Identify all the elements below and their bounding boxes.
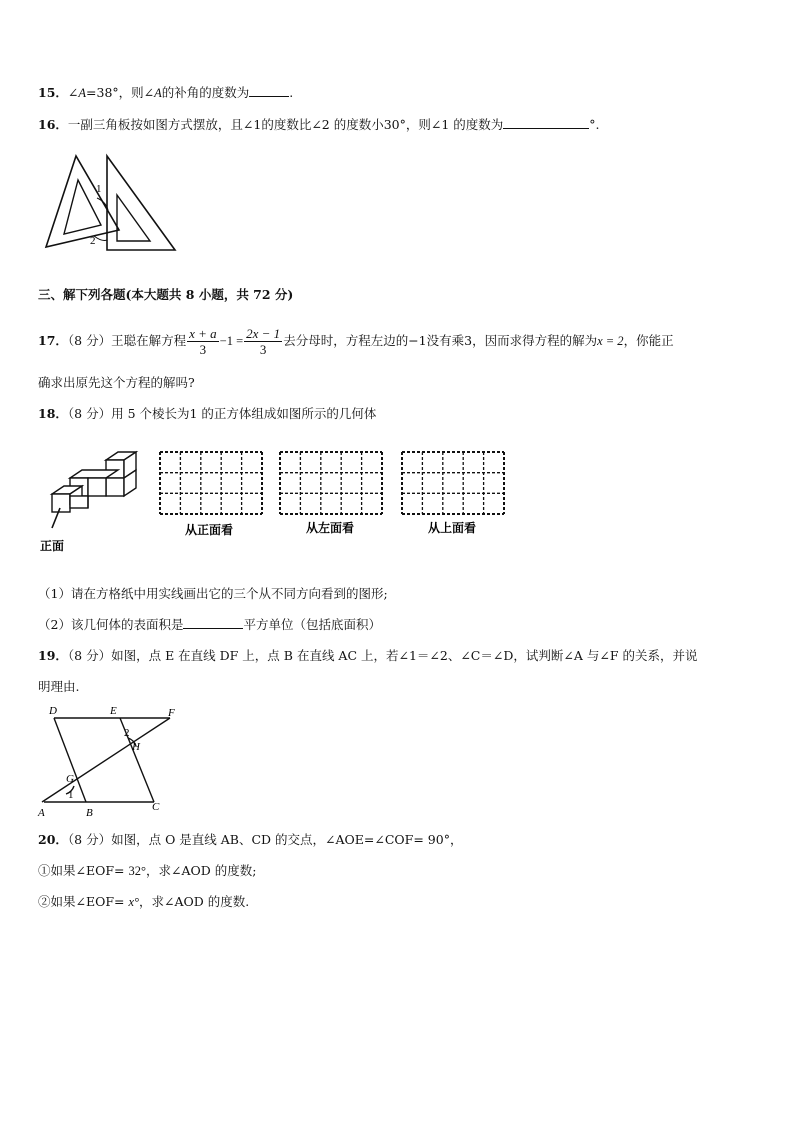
question-20-sub1: ①如果∠EOF= 32°，求∠AOD 的度数; bbox=[38, 863, 257, 878]
question-15: 15．∠A=38°，则∠A的补角的度数为 . bbox=[38, 82, 293, 103]
point-label: G bbox=[66, 773, 74, 785]
question-19: 19．（8 分）如图，点 E 在直线 DF 上，点 B 在直线 AC 上，若∠1＝∠2、∠C＝∠D，试判断∠A 与∠F 的关系，并说 bbox=[38, 648, 698, 663]
angle-label: 2 bbox=[90, 235, 96, 247]
angle-label: 1 bbox=[68, 789, 74, 801]
question-20: 20．（8 分）如图，点 O 是直线 AB、CD 的交点，∠AOE=∠COF= 90°， bbox=[38, 832, 463, 847]
question-18-sub1: （1）请在方格纸中用实线画出它的三个从不同方向看到的图形; bbox=[38, 586, 388, 601]
answer-blank[interactable] bbox=[183, 614, 243, 629]
front-label: 正面 bbox=[40, 539, 65, 553]
question-16: 16．一副三角板按如图方式摆放，且∠1的度数比∠2 的度数小30°，则∠1 的度数为 °. bbox=[38, 114, 600, 135]
fraction: $\frac{2x - 1}{3}$ bbox=[246, 326, 281, 357]
answer-blank[interactable] bbox=[249, 82, 289, 97]
point-label: A bbox=[38, 807, 45, 819]
question-number: 20． bbox=[38, 832, 68, 847]
cube-solid-figure bbox=[38, 448, 148, 560]
question-20-sub2: ②如果∠EOF= x°，求∠AOD 的度数. bbox=[38, 894, 250, 909]
section-heading: 三、解下列各题(本大题共 8 小题，共 72 分) bbox=[38, 287, 294, 302]
question-number: 19． bbox=[38, 648, 68, 663]
angle-label: 1 bbox=[96, 183, 102, 195]
view-grids bbox=[158, 450, 508, 542]
grid-left-view[interactable] bbox=[280, 452, 382, 514]
question-number: 16． bbox=[38, 117, 68, 132]
question-number: 17． bbox=[38, 333, 68, 348]
question-number: 15． bbox=[38, 85, 68, 100]
fraction: $\frac{x + a}{3}$ bbox=[189, 326, 217, 357]
point-label: F bbox=[168, 707, 175, 719]
answer-blank[interactable] bbox=[503, 114, 589, 129]
point-label: H bbox=[132, 741, 140, 753]
grid-top-view[interactable] bbox=[402, 452, 504, 514]
question-17-line2: 确求出原先这个方程的解吗? bbox=[38, 375, 195, 390]
question-19-line2: 明理由. bbox=[38, 679, 80, 694]
question-18: 18．（8 分）用 5 个棱长为1 的正方体组成如图所示的几何体 bbox=[38, 406, 377, 421]
view-caption-top: 从上面看 bbox=[428, 521, 477, 535]
view-caption-left: 从左面看 bbox=[306, 521, 355, 535]
set-square-figure bbox=[42, 150, 182, 255]
point-label: D bbox=[49, 705, 57, 717]
question-number: 18． bbox=[38, 406, 68, 421]
parallel-lines-figure bbox=[36, 702, 186, 822]
point-label: E bbox=[110, 705, 117, 717]
question-17: 17．（8 分）王聪在解方程 $\frac{x + a}{3}$ −1 = $\frac{2x - 1}{3}$ 去分母时，方程左边的−1没有乘3，因而求得方程的解为x = 2，你能正 bbox=[38, 326, 674, 357]
angle-label: 2 bbox=[124, 727, 130, 739]
view-caption-front: 从正面看 bbox=[185, 523, 234, 537]
point-label: C bbox=[152, 801, 160, 813]
point-label: B bbox=[86, 807, 93, 819]
question-18-sub2: （2）该几何体的表面积是 平方单位（包括底面积） bbox=[38, 614, 381, 635]
grid-front-view[interactable] bbox=[160, 452, 262, 514]
